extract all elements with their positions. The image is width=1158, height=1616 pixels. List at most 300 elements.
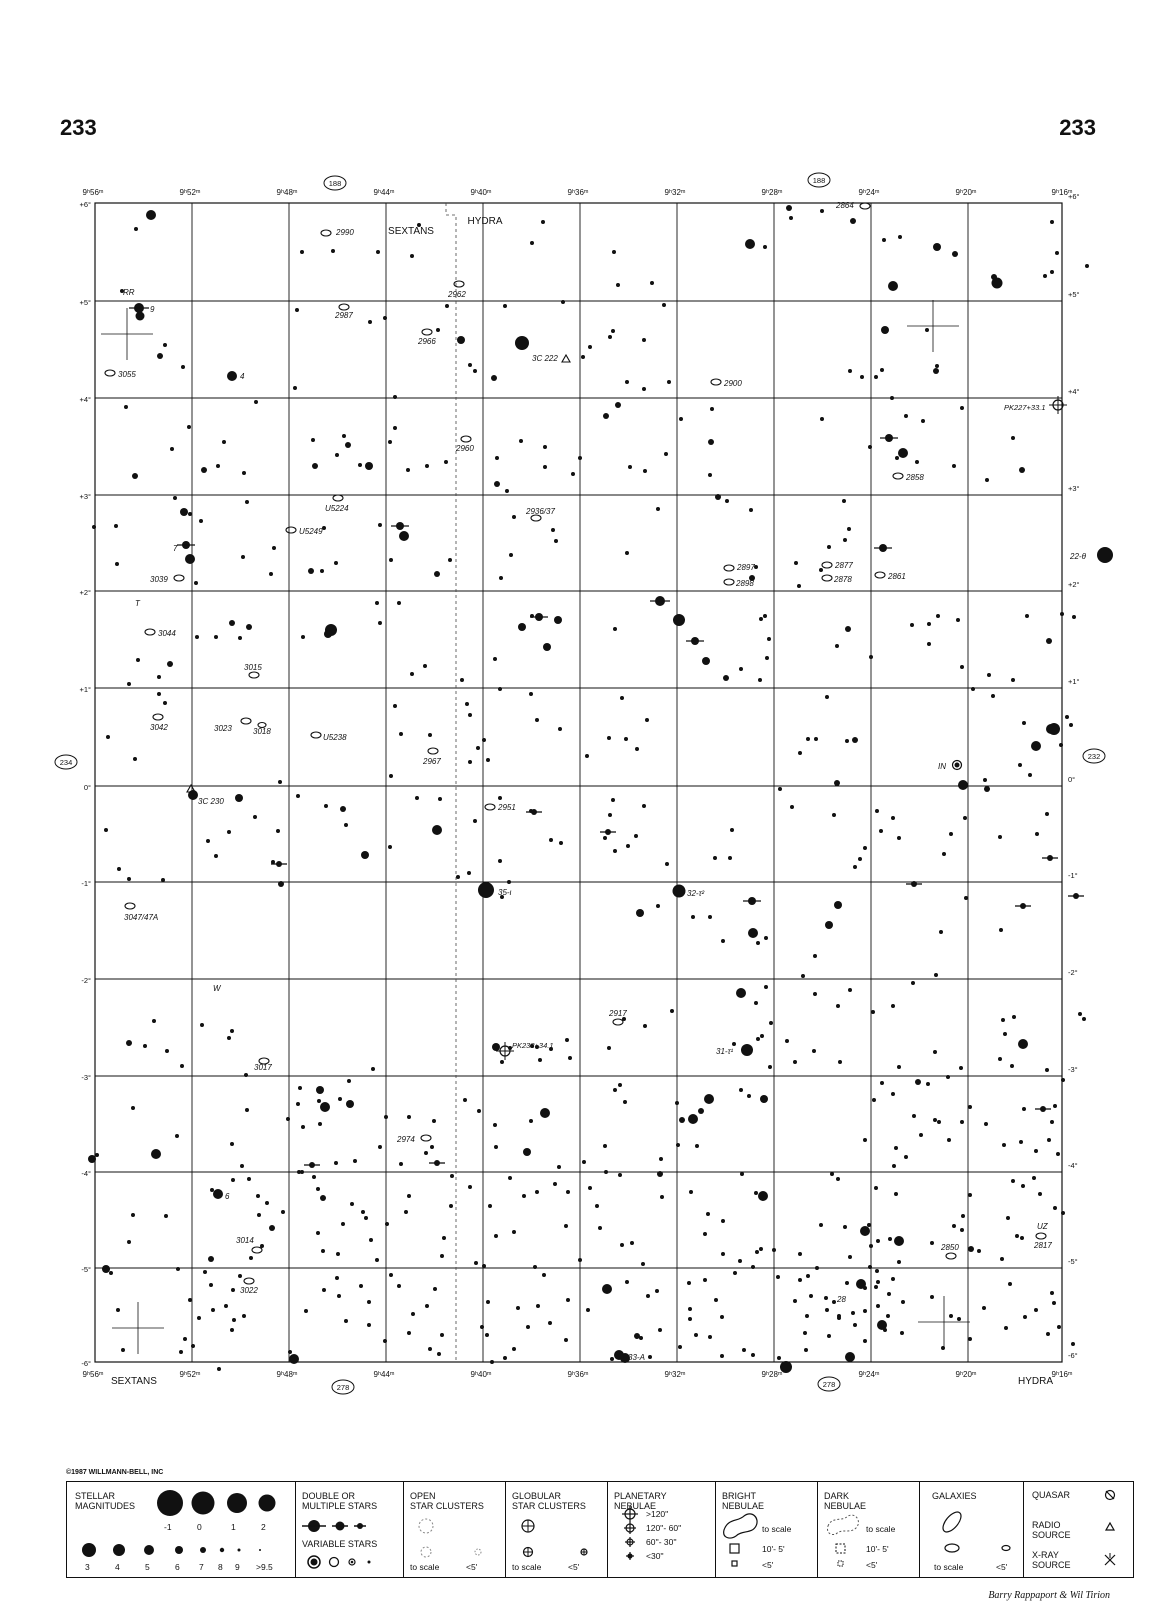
star (985, 478, 989, 482)
star (912, 1114, 916, 1118)
star (1056, 1152, 1060, 1156)
star (92, 525, 96, 529)
mag-dot-9.5 (259, 1549, 261, 1551)
star (872, 1098, 876, 1102)
star (739, 1088, 743, 1092)
galaxy-label-2900: 2900 (724, 379, 742, 388)
star (1034, 1149, 1038, 1153)
star (1035, 832, 1039, 836)
label-3c230: 3C 230 (198, 797, 224, 806)
star (836, 1004, 840, 1008)
star (1008, 1282, 1012, 1286)
star (378, 1145, 382, 1149)
star (540, 1108, 550, 1118)
galaxy-3055 (105, 370, 115, 376)
star (515, 336, 529, 350)
star (131, 1106, 135, 1110)
star (397, 601, 401, 605)
dec-label-left: -1° (81, 879, 91, 888)
star (316, 1086, 324, 1094)
star (968, 1193, 972, 1197)
star (582, 1160, 586, 1164)
star (698, 1108, 704, 1114)
star (935, 364, 939, 368)
star (486, 758, 490, 762)
star (564, 1338, 568, 1342)
star (176, 1267, 180, 1271)
star (615, 402, 621, 408)
star (240, 1164, 244, 1168)
legend-quasar: QUASAR (1032, 1490, 1071, 1500)
star (463, 1098, 467, 1102)
star (388, 440, 392, 444)
constellation-sextans-top: SEXTANS (388, 226, 434, 237)
star (813, 954, 817, 958)
star (1052, 1301, 1056, 1305)
star (754, 1001, 758, 1005)
star (529, 692, 533, 696)
star (740, 1172, 744, 1176)
star (432, 825, 442, 835)
star (937, 1120, 941, 1124)
star (1022, 1107, 1026, 1111)
star (297, 1170, 301, 1174)
star (344, 1319, 348, 1323)
star (425, 1304, 429, 1308)
star (760, 1034, 764, 1038)
star (500, 1060, 504, 1064)
star (173, 496, 177, 500)
star (845, 1352, 855, 1362)
star (626, 844, 630, 848)
star (245, 1108, 249, 1112)
star (868, 1265, 872, 1269)
adjacent-chart-number: 278 (822, 1380, 836, 1389)
star (871, 1010, 875, 1014)
star (281, 1210, 285, 1214)
star (897, 1260, 901, 1264)
star (892, 1164, 896, 1168)
star (888, 281, 898, 291)
mag-top-label: -1 (164, 1522, 172, 1532)
star (853, 865, 857, 869)
star (852, 737, 858, 743)
star (830, 1172, 834, 1176)
galaxy-3042 (153, 714, 163, 720)
star (433, 1287, 437, 1291)
ra-label-bottom: 9ʰ32ᵐ (664, 1370, 686, 1379)
star (1015, 1234, 1019, 1238)
star (998, 1057, 1002, 1061)
star (289, 1354, 299, 1364)
star (232, 1318, 236, 1322)
star (858, 857, 862, 861)
star (242, 471, 246, 475)
star (804, 1348, 808, 1352)
star (643, 1024, 647, 1028)
legend-dark-nebulae (817, 1482, 919, 1577)
star (194, 581, 198, 585)
galaxy-3022 (244, 1278, 254, 1284)
star (127, 877, 131, 881)
star (468, 363, 472, 367)
star (764, 985, 768, 989)
star (952, 251, 958, 257)
star (157, 675, 161, 679)
star (759, 1247, 763, 1251)
star (942, 852, 946, 856)
legend-double-variable (295, 1482, 403, 1577)
star (494, 481, 500, 487)
star (939, 930, 943, 934)
star (322, 1288, 326, 1292)
star (231, 1288, 235, 1292)
star (915, 1079, 921, 1085)
star (623, 1100, 627, 1104)
star (874, 375, 878, 379)
open-small: <5' (466, 1562, 478, 1572)
star (304, 1309, 308, 1313)
star (167, 661, 173, 667)
star (933, 368, 939, 374)
star (498, 687, 502, 691)
star (895, 456, 899, 460)
star (742, 1348, 746, 1352)
star (1065, 715, 1069, 719)
dec-label-right: +4° (1068, 387, 1080, 396)
star (603, 1144, 607, 1148)
galaxy-3047/47A (125, 903, 135, 909)
star (456, 875, 460, 879)
star (553, 1182, 557, 1186)
galaxy-label-3014: 3014 (236, 1236, 254, 1245)
galaxy-2967 (428, 748, 438, 754)
ra-label-top: 9ʰ16ᵐ (1051, 188, 1073, 197)
star (321, 1249, 325, 1253)
ra-label-bottom: 9ʰ56ᵐ (82, 1370, 104, 1379)
mag-dot-7 (200, 1547, 206, 1553)
galaxy-2861 (875, 572, 885, 578)
star (311, 438, 315, 442)
star (983, 778, 987, 782)
star (214, 854, 218, 858)
legend-planetary-nebulae (607, 1482, 715, 1577)
star (723, 675, 729, 681)
star (703, 1232, 707, 1236)
star (116, 1308, 120, 1312)
star (715, 494, 721, 500)
star (598, 1226, 602, 1230)
star (509, 553, 513, 557)
star (371, 1067, 375, 1071)
star (378, 523, 382, 527)
star (749, 508, 753, 512)
ra-label-top: 9ʰ32ᵐ (664, 188, 686, 197)
star (832, 813, 836, 817)
galaxy-3039 (174, 575, 184, 581)
star (926, 1082, 930, 1086)
legend-galaxies (919, 1482, 1023, 1577)
star (708, 439, 714, 445)
star (175, 1134, 179, 1138)
star (790, 805, 794, 809)
star (88, 1155, 96, 1163)
galaxy-label-2897: 2897 (737, 563, 755, 572)
star (642, 804, 646, 808)
star (827, 545, 831, 549)
star (468, 760, 472, 764)
star (393, 704, 397, 708)
bright-star (478, 882, 494, 898)
star (894, 1192, 898, 1196)
star (656, 904, 660, 908)
star (385, 1222, 389, 1226)
star (286, 1117, 290, 1121)
ra-label-top: 9ʰ52ᵐ (179, 188, 201, 197)
star (491, 375, 497, 381)
star (689, 1190, 693, 1194)
star (295, 308, 299, 312)
star (946, 1075, 950, 1079)
star (708, 473, 712, 477)
signature: Barry Rappaport & Wil Tirion (988, 1590, 1110, 1601)
star (480, 1325, 484, 1329)
star (445, 304, 449, 308)
star (434, 571, 440, 577)
quasar-radio-xray-symbols (1024, 1482, 1134, 1577)
star (1011, 1179, 1015, 1183)
star (300, 250, 304, 254)
star (688, 1317, 692, 1321)
dec-label-right: -4° (1068, 1161, 1078, 1170)
bright-star (748, 928, 758, 938)
star (375, 601, 379, 605)
star (732, 1042, 736, 1046)
legend-planetary-title: PLANETARY NEBULAE (614, 1491, 667, 1511)
star (863, 1309, 867, 1313)
star (209, 1283, 213, 1287)
star (982, 1306, 986, 1310)
galaxy-2990 (321, 230, 331, 236)
star (230, 1029, 234, 1033)
star-label-6: 32-τ² (687, 889, 705, 898)
galaxy-label-U5224: U5224 (325, 504, 349, 513)
star (195, 635, 199, 639)
star (1061, 1211, 1065, 1215)
ra-label-top: 9ʰ40ᵐ (470, 188, 492, 197)
star (127, 1240, 131, 1244)
star (353, 1159, 357, 1163)
star (543, 643, 551, 651)
star (657, 1171, 663, 1177)
star (316, 1231, 320, 1235)
galaxy-2878 (822, 575, 832, 581)
star (960, 406, 964, 410)
star-label-10: 28 (837, 1295, 846, 1304)
star (646, 1294, 650, 1298)
star (344, 823, 348, 827)
star (407, 1331, 411, 1335)
star (102, 1265, 110, 1273)
star (691, 915, 695, 919)
mag-dot-9 (238, 1549, 241, 1552)
star (1071, 1342, 1075, 1346)
star (613, 1088, 617, 1092)
ra-label-top: 9ʰ24ᵐ (858, 188, 880, 197)
galaxy-label-3044: 3044 (158, 629, 176, 638)
star (643, 469, 647, 473)
star (879, 829, 883, 833)
star (898, 448, 908, 458)
star (376, 250, 380, 254)
galaxy-label-2858: 2858 (906, 473, 924, 482)
galaxy-2900 (711, 379, 721, 385)
star (334, 561, 338, 565)
galaxy-label-U5249: U5249 (299, 527, 323, 536)
legend-globular-clusters (505, 1482, 607, 1577)
star (850, 218, 856, 224)
star (1059, 743, 1063, 747)
star (1031, 741, 1041, 751)
galaxy-label-2898: 2898 (736, 579, 754, 588)
star (806, 1274, 810, 1278)
star (538, 1058, 542, 1062)
ra-label-bottom: 9ʰ52ᵐ (179, 1370, 201, 1379)
star (834, 780, 840, 786)
star (1072, 615, 1076, 619)
star (1050, 1291, 1054, 1295)
star (809, 1294, 813, 1298)
galaxy-label-2817: 2817 (1034, 1241, 1052, 1250)
star (238, 1274, 242, 1278)
star (503, 1356, 507, 1360)
star (739, 667, 743, 671)
star (104, 828, 108, 832)
star (449, 1204, 453, 1208)
star (340, 806, 346, 812)
star (468, 713, 472, 717)
star (586, 1308, 590, 1312)
star (730, 828, 734, 832)
legend-xray: X-RAY SOURCE (1032, 1550, 1071, 1570)
star (819, 1223, 823, 1227)
legend-open-title: OPEN STAR CLUSTERS (410, 1491, 484, 1511)
dec-label-right: +1° (1068, 677, 1080, 686)
star (900, 1331, 904, 1335)
star (971, 687, 975, 691)
mag-dot-4 (113, 1544, 125, 1556)
star (230, 1142, 234, 1146)
star (95, 1153, 99, 1157)
nebula-in-core (955, 763, 960, 768)
star (1069, 723, 1073, 727)
galaxy-label-2878: 2878 (834, 575, 852, 584)
dec-label-left: -5° (81, 1265, 91, 1274)
legend-radio: RADIO SOURCE (1032, 1520, 1071, 1540)
star (650, 281, 654, 285)
star (181, 365, 185, 369)
star (620, 1243, 624, 1247)
star (477, 1109, 481, 1113)
star (494, 1145, 498, 1149)
star (667, 380, 671, 384)
star (793, 1299, 797, 1303)
star (444, 460, 448, 464)
star (201, 467, 207, 473)
star (845, 1281, 849, 1285)
star (645, 718, 649, 722)
star (1082, 1017, 1086, 1021)
mag-dot-8 (220, 1548, 224, 1552)
star (437, 1352, 441, 1356)
star (789, 216, 793, 220)
mag-bottom-label: 4 (115, 1562, 120, 1572)
star (880, 368, 884, 372)
star (888, 1237, 892, 1241)
mag-bottom-label: 9 (235, 1562, 240, 1572)
star (564, 1224, 568, 1228)
bright-small: <5' (762, 1560, 774, 1570)
galaxy-2987 (339, 304, 349, 310)
star (887, 1292, 891, 1296)
star (170, 447, 174, 451)
star (813, 992, 817, 996)
dec-label-left: -3° (81, 1073, 91, 1082)
star (756, 941, 760, 945)
star-label-0: RR (123, 288, 135, 297)
bright-size: 10'- 5' (762, 1544, 785, 1554)
star (337, 1294, 341, 1298)
star (863, 1138, 867, 1142)
star (320, 1102, 330, 1112)
ra-label-bottom: 9ʰ24ᵐ (858, 1370, 880, 1379)
star (819, 568, 823, 572)
star (191, 1344, 195, 1348)
star (714, 1298, 718, 1302)
star (522, 1194, 526, 1198)
star (869, 1244, 873, 1248)
star (891, 1277, 895, 1281)
star (256, 1194, 260, 1198)
star (875, 1269, 879, 1273)
star (493, 1123, 497, 1127)
galaxy-label-2990: 2990 (336, 228, 354, 237)
star (837, 1316, 841, 1320)
star (625, 1280, 629, 1284)
galaxy-2898 (724, 579, 734, 585)
star (206, 839, 210, 843)
star (508, 1176, 512, 1180)
star (860, 375, 864, 379)
star (132, 473, 138, 479)
legend-quasar-radio-xray (1023, 1482, 1133, 1577)
star (230, 1328, 234, 1332)
star (694, 1333, 698, 1337)
star (542, 1273, 546, 1277)
star (933, 243, 941, 251)
star (581, 355, 585, 359)
star (1018, 763, 1022, 767)
star (882, 238, 886, 242)
mag-dot-2 (259, 1495, 276, 1512)
star (952, 1224, 956, 1228)
copyright: ©1987 WILLMANN-BELL, INC (66, 1469, 164, 1476)
legend-galaxies-title: GALAXIES (932, 1491, 977, 1501)
star (165, 1049, 169, 1053)
dec-label-right: +6° (1068, 192, 1080, 201)
star (367, 1300, 371, 1304)
star (117, 867, 121, 871)
